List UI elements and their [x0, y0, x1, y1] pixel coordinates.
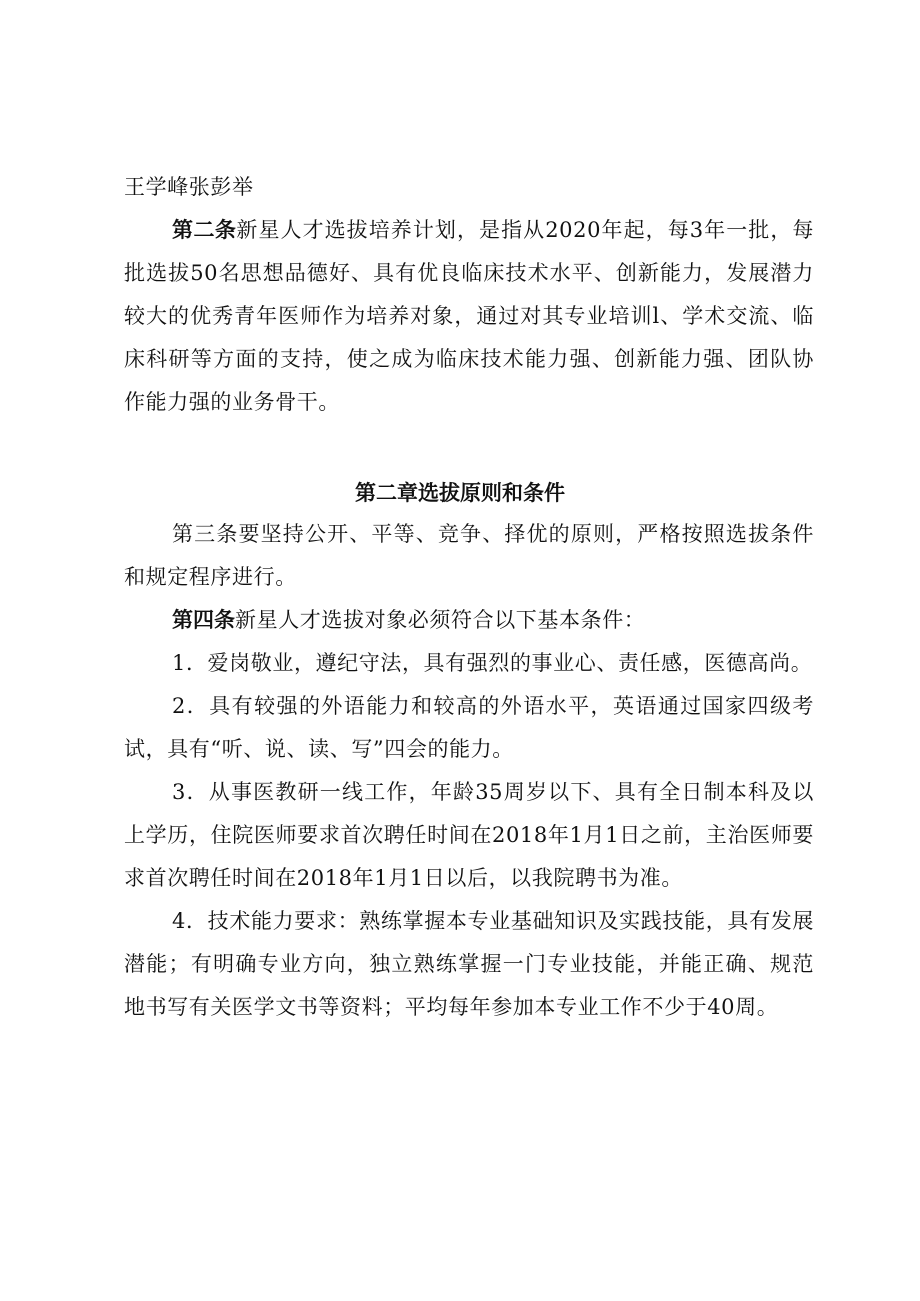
article-4-paragraph [124, 599, 814, 642]
names-line: 王学峰张彭举 [124, 175, 254, 199]
chapter-2-title: 第二章选拔原则和条件 [355, 481, 565, 505]
article-2-paragraph [124, 209, 814, 424]
article-2-label: 第二条 [172, 218, 237, 242]
names-line-block [124, 166, 814, 209]
article-4-text: 新星人才选拔对象必须符合以下基本条件： [235, 608, 646, 632]
condition-item-1: 1．爱岗敬业，遵纪守法，具有强烈的事业心、责任感，医德高尚。 [172, 651, 813, 675]
condition-item-4: 4．技术能力要求：熟练掌握本专业基础知识及实践技能，具有发展潜能；有明确专业方向，独立熟练掌握一门专业技能，并能正确、规范地书写有关医学文书等资料；平均每年参加本专业工作不少于40周。 [124, 909, 814, 1019]
article-3-block [124, 513, 814, 1029]
article-4-label: 第四条 [172, 608, 235, 632]
condition-item-3: 3．从事医教研一线工作，年龄35周岁以下、具有全日制本科及以上学历，住院医师要求首次聘任时间在2018年1月1日之前，主治医师要求首次聘任时间在2018年1月1日以后，以我院聘书为准。 [124, 780, 814, 890]
article-2-block [124, 209, 814, 424]
article-3-paragraph: 第三条要坚持公开、平等、竞争、择优的原则，严格按照选拔条件和规定程序进行。 [124, 522, 814, 589]
condition-item-2: 2．具有较强的外语能力和较高的外语水平，英语通过国家四级考试，具有“听、说、读、写”四会的能力。 [124, 694, 814, 761]
article-2-text: 新星人才选拔培养计划，是指从2020年起，每3年一批，每批选拔50名思想品德好、具有优良临床技术水平、创新能力，发展潜力较大的优秀青年医师作为培养对象，通过对其专业培训l、学术交流、临床科研等方面的支持，使之成为临床技术能力强、创新能力强、团队协作能力强的业务骨干。 [124, 218, 815, 414]
